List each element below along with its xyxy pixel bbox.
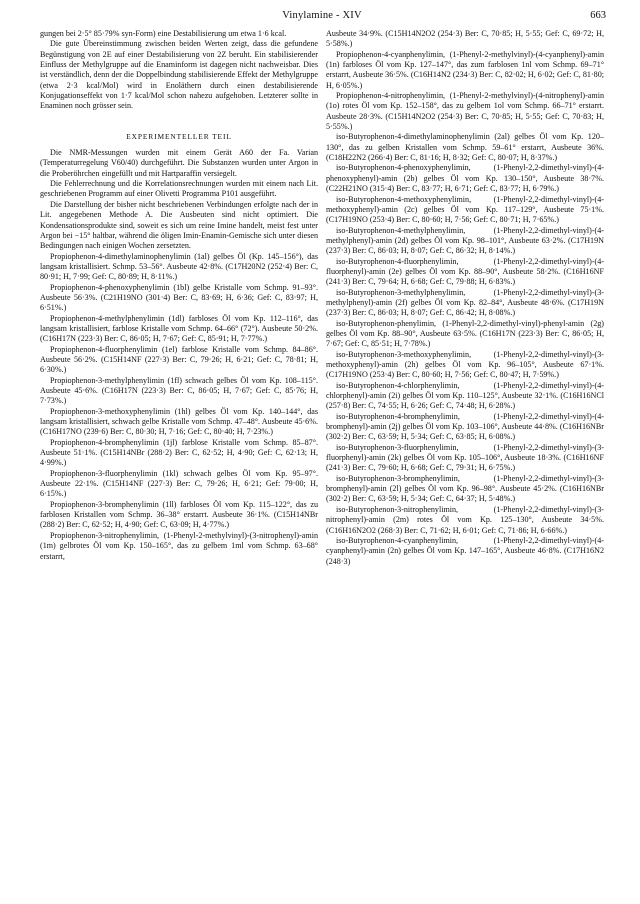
experimental-paragraph: Die NMR-Messungen wurden mit einem Gerät A60 der Fa. Varian (Temperaturregelung V60/40) durchgeführt. Die Substanzen wurden unter Argon in die Proberöhrchen eingefüllt und mit Hartparaffin versiegelt. [40,148,318,178]
compound-entry: Propiophenon-4-phenoxyphenylimin (1bl) gelbe Kristalle vom Schmp. 91–93°. Ausbeute 56·3%. (C21H19NO (301·4) Ber: C, 83·69; H, 6·36; Gef: C, 83·97; H, 6·51%.) [40,282,318,313]
compound-entry: iso-Butyrophenon-3-methoxyphenylimin, (1-Phenyl-2,2-dimethyl-vinyl)-(3-methoxyphenyl)-amin (2h) gelbes Öl vom Kp. 96–105°, Ausbeute 67·1%. (C17H19NO (253·4) Ber: C, 80·60; H, 7·56; Gef: C, 80·47; H, 7·59%.) [326,349,604,380]
compound-entry: iso-Butyrophenon-3-bromphenylimin, (1-Phenyl-2,2-dimethyl-vinyl)-(3-bromphenyl)-amin (2l) gelbes Öl vom Kp. 96–98°. Ausbeute 45·2%. (C16H16NBr (302·2) Ber: C, 63·59; H, 5·34; Gef: C, 64·37; H, 5·48%.) [326,473,604,504]
compound-entry: iso-Butyrophenon-4-fluorphenylimin, (1-Phenyl-2,2-dimethyl-vinyl)-(4-fluorphenyl)-amin (2e) gelbes Öl vom Kp. 88–90°, Ausbeute 58·2%. (C16H16NF (241·3) Ber: C, 79·64; H, 6·68; Gef: C, 79·88; H, 6·83%.) [326,256,604,287]
compound-entry: iso-Butyrophenon-4-bromphenylimin, (1-Phenyl-2,2-dimethyl-vinyl)-(4-bromphenyl)-amin (2j) gelbes Öl vom Kp. 103–106°, Ausbeute 44·8%. (C16H16NBr (302·2) Ber: C, 63·59; H, 5·34; Gef: C, 63·85; H, 6·08%.) [326,411,604,442]
compound-entry: iso-Butyrophenon-4-cyanphenylimin, (1-Phenyl-2,2-dimethyl-vinyl)-(4-cyanphenyl)-amin (2n) gelbes Öl vom Kp. 147–165°, Ausbeute 46·8%. (C17H16N2 (248·3) [326,535,604,566]
running-head: Vinylamine - XIV [282,10,362,21]
section-heading: EXPERIMENTELLER TEIL [126,131,232,141]
compound-entry: iso-Butyrophenon-3-methylphenylimin, (1-Phenyl-2,2-dimethyl-vinyl)-(3-methylphenyl)-amin (2f) gelbes Öl vom Kp. 82–84°, Ausbeute 48·6%. (C17H19N (237·3) Ber: C, 86·03; H, 8·07; Gef: C, 86·42; H, 8·08%.) [326,287,604,318]
experimental-paragraph: Die Fehlerrechnung und die Korrelationsrechnungen wurden mit einem nach Lit. geschriebenen Programm auf einer Olivetti Programma P101 ausgeführt. [40,179,318,199]
compound-entry: Propiophenon-3-fluorphenylimin (1kl) schwach gelbes Öl vom Kp. 95–97°. Ausbeute 22·1%. (C15H14NF (227·3) Ber: C, 79·26; H, 6·21; Gef: 79·00; H, 6·15%.) [40,468,318,499]
compound-entry: iso-Butyrophenon-4-methoxyphenylimin, (1-Phenyl-2,2-dimethyl-vinyl)-(4-methoxyphenyl)-amin (2c) gelbes Öl vom Kp. 117–129°, Ausbeute 75·1%. (C17H19NO (253·4) Ber: C, 80·60; H, 7·56; Gef: C, 80·71; H, 7·65%.) [326,194,604,225]
page-number: 663 [590,10,606,21]
right-column [326,29,604,567]
experimental-paragraph: Die Darstellung der bisher nicht beschriebenen Verbindungen erfolgte nach der in Lit. angegebenen Methode A. Die Ausbeuten sind nicht optimiert. Die Kondensationsprodukte sind, soweit es sich um reine Imine handelt, meist fest unter Argon bei −15° haltbar, während die öligen Imin-Enamin-Gemische sich unter diesen Bedingungen nach einigen Wochen zersetzten. [40,199,318,251]
compound-entry: iso-Butyrophenon-phenylimin, (1-Phenyl-2,2-dimethyl-vinyl)-phenyl-amin (2g) gelbes Öl vom Kp. 88–90°, Ausbeute 63·5%. (C16H17N (223·3) Ber: C, 86·05; H, 7·67; Gef: C, 85·51; H, 7·78%.) [326,318,604,349]
compound-entry: Propiophenon-4-nitrophenylimin, (1-Phenyl-2-methylvinyl)-(4-nitrophenyl)-amin (1o) rotes Öl vom Kp. 152–158°, das zu gelbem 1ol vom Schmp. 66–71° erstarrt. Ausbeute 28·3%. (C15H14N2O2 (254·3) Ber: C, 70·85; H, 5·55; Gef: C, 70·83; H, 5·55%.) [326,91,604,132]
compound-entry: Propiophenon-3-nitrophenylimin, (1-Phenyl-2-methylvinyl)-(3-nitrophenyl)-amin (1m) gelbrotes Öl vom Kp. 150–165°, das zu gelbem 1ml vom Schmp. 63–68° erstarrt, [40,530,318,561]
compound-entry: Propiophenon-4-dimethylaminophenylimin (1al) gelbes Öl (Kp. 145–156°), das langsam kristallisiert. Schmp. 53–56°. Ausbeute 42·8%. (C17H20N2 (252·4) Ber: C, 80·91; H, 7·99; Gef: C, 80·89; H, 8·11%.) [40,251,318,282]
compound-entry: Propiophenon-4-cyanphenylimin, (1-Phenyl-2-methylvinyl)-(4-cyanphenyl)-amin (1n) farbloses Öl vom Kp. 127–147°, das zum farblosen 1nl vom Schmp. 69–71° erstarrt, Ausbeute 36·5%. (C16H14N2 (234·3) Ber: C, 82·02; H, 6·02; Gef: C, 81·80; H, 6·05%.) [326,49,604,90]
compound-entry: iso-Butyrophenon-4-dimethylaminophenylimin (2al) gelbes Öl vom Kp. 120–130°, das zu gelben Kristallen vom Schmp. 59–61° erstarrt, Ausbeute 36%. (C18H22N2 (266·4) Ber: C, 81·16; H, 8·32; Gef: C, 80·07; H, 8·37%.) [326,132,604,163]
compound-entry: iso-Butyrophenon-4-phenoxyphenylimin, (1-Phenyl-2,2-dimethyl-vinyl)-(4-phenoxyphenyl)-amin (2b) gelbes Öl vom Kp. 130–150°, Ausbeute 38·7%. (C22H21NO (315·4) Ber: C, 83·77; H, 6·71; Gef: C, 83·77; H, 6·79%.) [326,163,604,194]
compound-entry: Propiophenon-4-fluorphenylimin (1el) farblose Kristalle vom Schmp. 84–86°. Ausbeute 56·2%. (C15H14NF (227·3) Ber: C, 79·26; H, 6·21; Gef: C, 78·81; H, 6·30%.) [40,344,318,375]
compound-entry: Propiophenon-3-methoxyphenylimin (1hl) gelbes Öl vom Kp. 140–144°, das langsam kristallisiert, schwach gelbe Kristalle vom Schmp. 47–48°. Ausbeute 45·6%. (C16H17NO (239·6) Ber: C, 80·30; H, 7·16; Gef: C, 80·40; H, 7·23%.) [40,406,318,437]
left-column [40,29,318,562]
intro-paragraph: gungen bei 2·5° 85·79% syn-Form) eine Destabilisierung um etwa 1·6 kcal. [40,29,287,38]
continuation-paragraph: Ausbeute 34·9%. (C15H14N2O2 (254·3) Ber: C, 70·85; H, 5·55; Gef: C, 69·72; H, 5·58%.) [326,29,604,49]
compound-entry: iso-Butyrophenon-3-fluorphenylimin, (1-Phenyl-2,2-dimethyl-vinyl)-(3-fluorphenyl)-amin (2k) gelbes Öl vom Kp. 105–106°, Ausbeute 18·3%. (C16H16NF (241·3) Ber: C, 79·60; H, 6·68; Gef: C, 79·31; H, 6·75%.) [326,442,604,473]
discussion-paragraph: Die gute Übereinstimmung zwischen beiden Werten zeigt, dass die gefundene Begünstigung von 2E auf einer Destabilisierung von 2Z beruht. Ein stabilisierender Einfluss der Methylgruppe auf die Enaminform ist dagegen nicht nachweisbar. Dies ist verständlich, denn der die Doppelbindung stabilisierende Effekt der Methylgruppe (etwa 2·3 kcal/Mol) wird in Enoläthern durch einen destabilisierende Konjugationseffekt von 1·7 kcal/Mol schon nahezu aufgehoben. Letzterer sollte in Enaminen noch grösser sein. [40,39,318,111]
compound-entry: iso-Butyrophenon-3-nitrophenylimin, (1-Phenyl-2,2-dimethyl-vinyl)-(3-nitrophenyl)-amin (2m) rotes Öl vom Kp. 125–130°, Ausbeute 34·5%. (C16H16N2O2 (268·3) Ber: C, 71·62; H, 6·01; Gef: C, 71·86; H, 6·66%.) [326,504,604,535]
compound-entry: iso-Butyrophenon-4-methylphenylimin, (1-Phenyl-2,2-dimethyl-vinyl)-(4-methylphenyl)-amin (2d) gelbes Öl vom Kp. 98–101°, Ausbeute 63·2%. (C17H19N (237·3) Ber: C, 86·03; H, 8·07; Gef: C, 86·32; H, 8·14%.) [326,225,604,256]
compound-entry: Propiophenon-3-bromphenylimin (1ll) farbloses Öl vom Kp. 115–122°, das zu farblosen Kristallen vom Schmp. 36–38° erstarrt. Ausbeute 36·1%. (C15H14NBr (288·2) Ber: C, 62·52; H, 4·90; Gef: C, 63·09; H, 4·77%.) [40,499,318,530]
compound-entry: Propiophenon-4-methylphenylimin (1dl) farbloses Öl vom Kp. 112–116°, das langsam kristallisiert, farblose Kristalle vom Schmp. 64–66° (72°). Ausbeute 50·2%. (C16H17N (223·3) Ber: C, 86·05; H, 7·67; Gef: C, 85·91; H, 7·77%.) [40,313,318,344]
compound-entry: Propiophenon-3-methylphenylimin (1fl) schwach gelbes Öl vom Kp. 108–115°. Ausbeute 45·6%. (C16H17N (223·3) Ber: C, 86·05; H, 7·67; Gef: C, 85·76; H, 7·73%.) [40,375,318,406]
compound-entry: iso-Butyrophenon-4-chlorphenylimin, (1-Phenyl-2,2-dimethyl-vinyl)-(4-chlorphenyl)-amin (2i) gelbes Öl vom Kp. 110–125°, Ausbeute 32·1%. (C16H16NCl (257·8) Ber: C, 74·55; H, 6·26; Gef: C, 74·48; H, 6·28%.) [326,380,604,411]
compound-entry: Propiophenon-4-bromphenylimin (1jl) farblose Kristalle vom Schmp. 85–87°. Ausbeute 51·1%. (C15H14NBr (288·2) Ber: C, 62·52; H, 4·90; Gef: C, 62·13; H, 4·99%.) [40,437,318,468]
page-header [38,10,606,28]
